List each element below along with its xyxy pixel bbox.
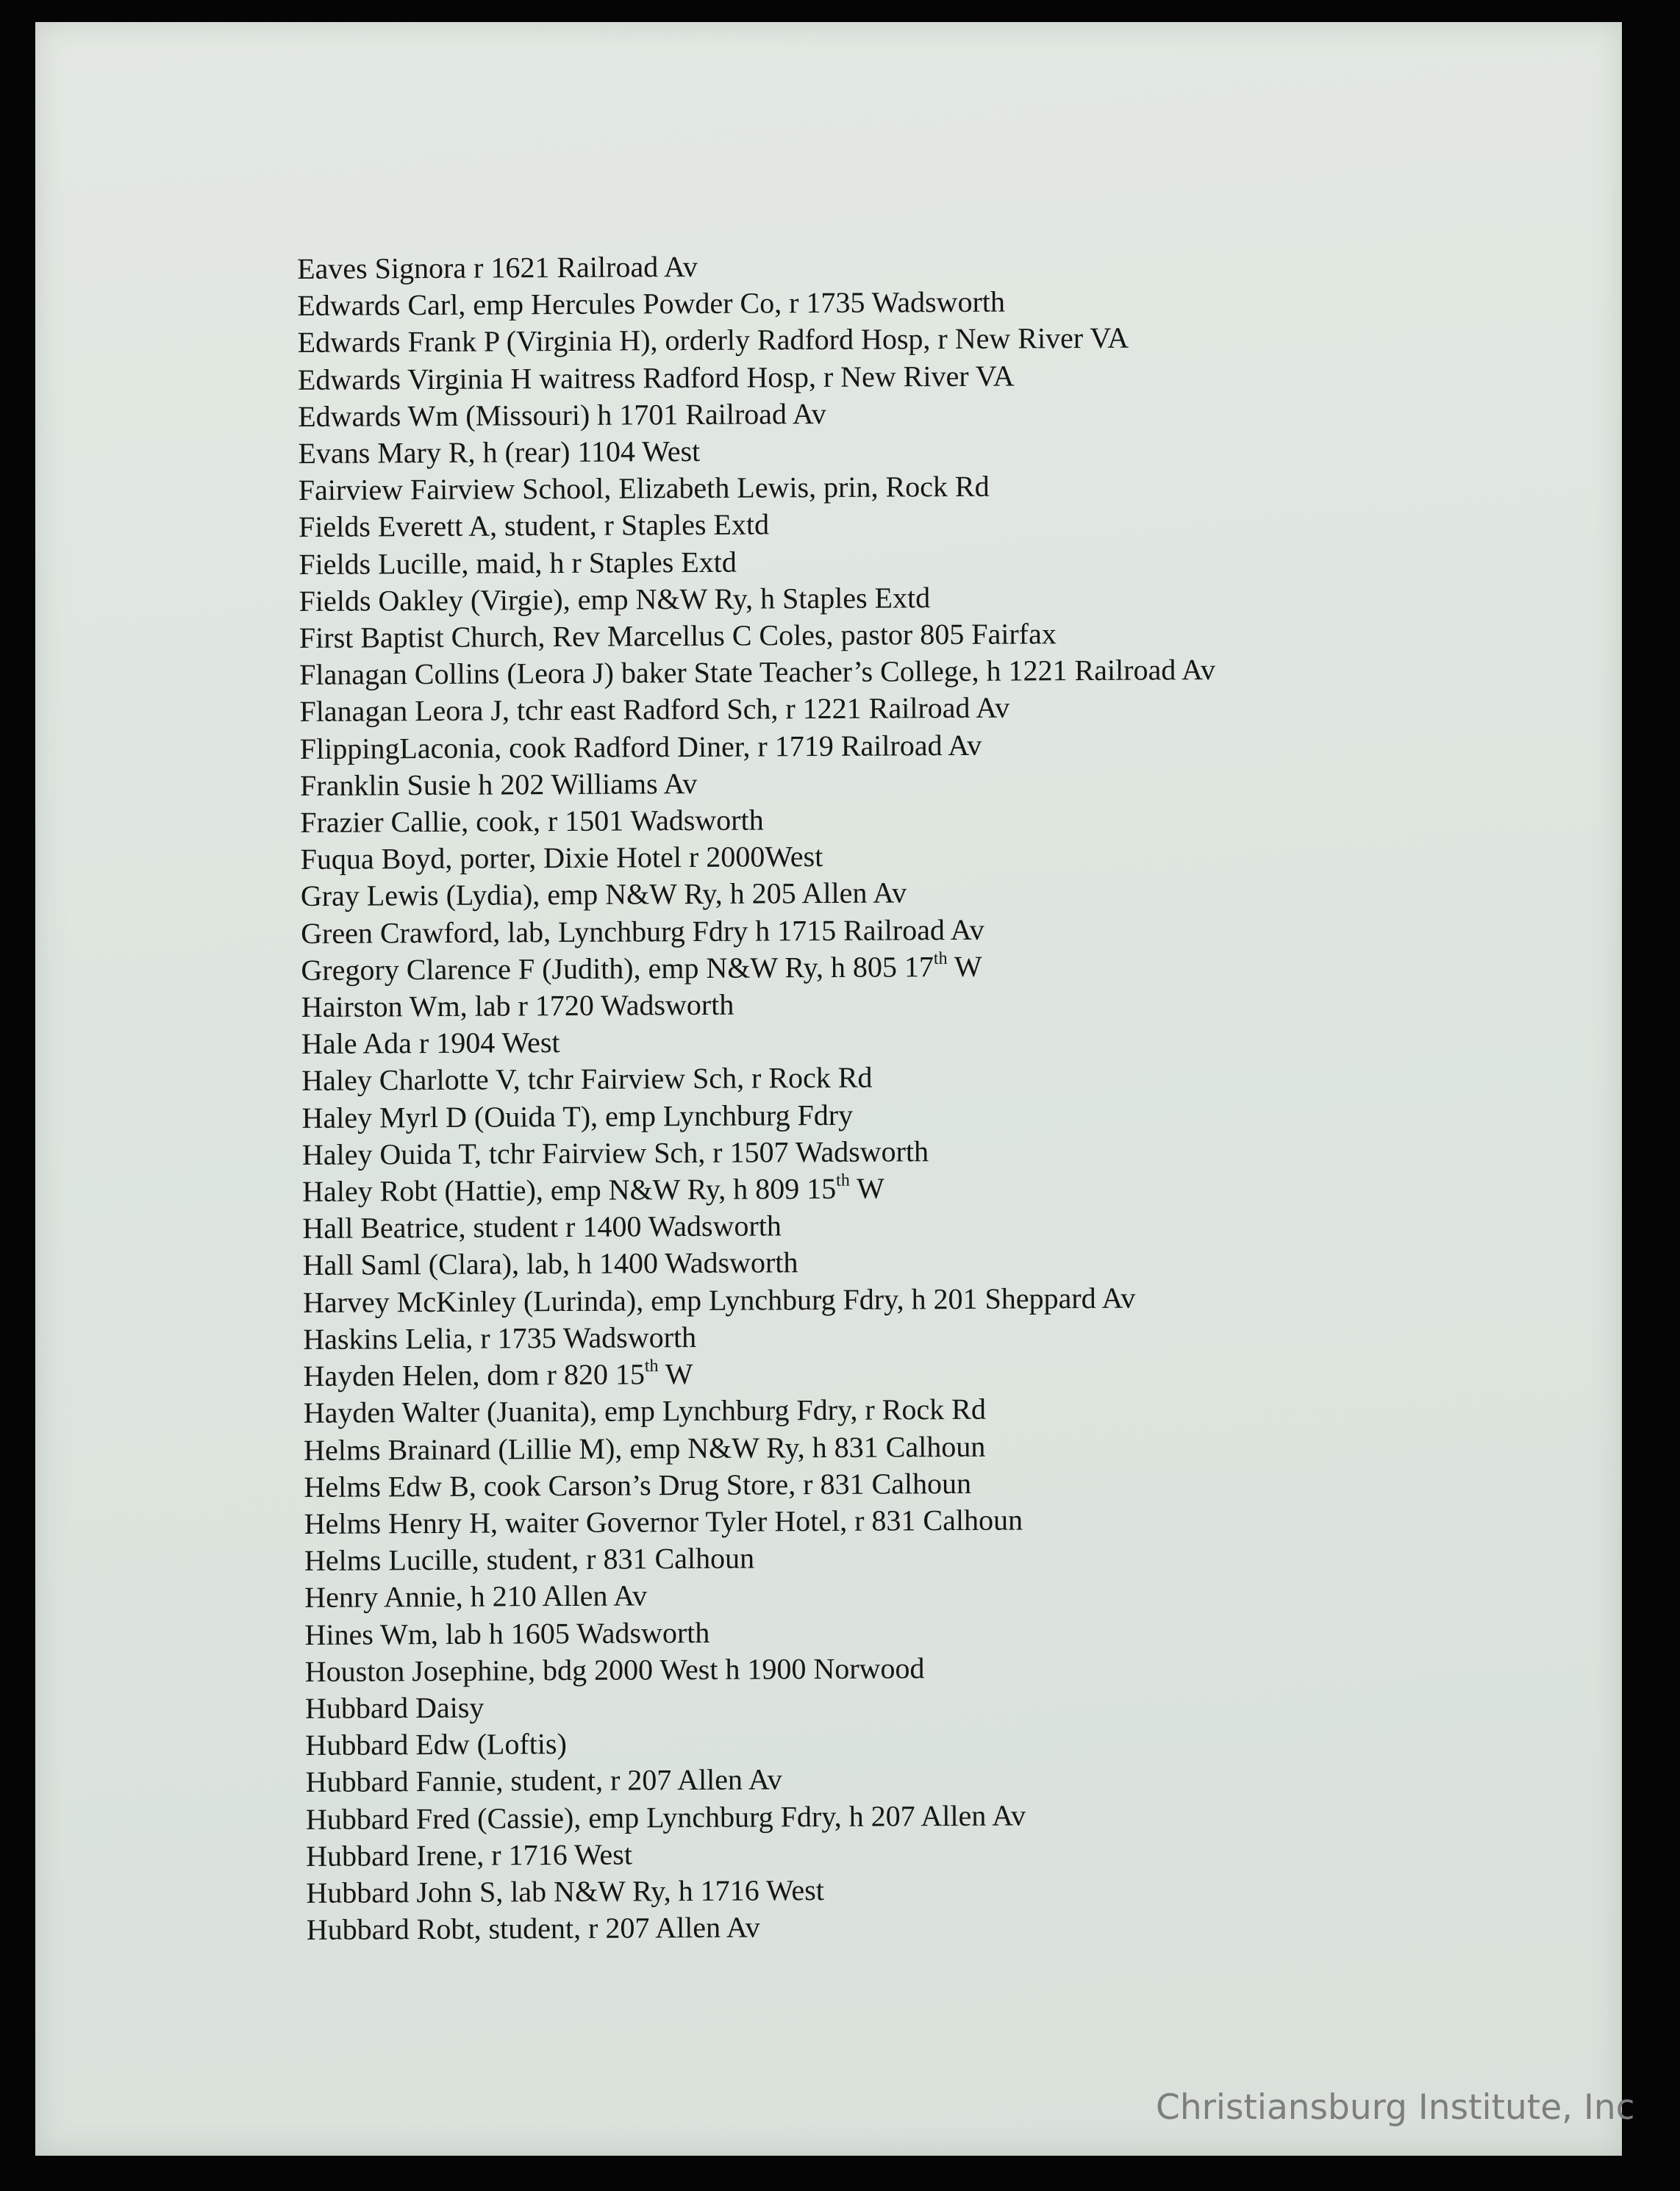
directory-entry: Edwards Wm (Missouri) h 1701 Railroad Av (298, 396, 826, 433)
directory-entry: Helms Edw B, cook Carson’s Drug Store, r 831 Calhoun (304, 1466, 972, 1504)
directory-entry: Hubbard Fred (Cassie), emp Lynchburg Fdry, h 207 Allen Av (305, 1798, 1026, 1836)
directory-entry: Hall Saml (Clara), lab, h 1400 Wadsworth (302, 1245, 798, 1282)
directory-entry: Fairview Fairview School, Elizabeth Lewis, prin, Rock Rd (298, 469, 990, 507)
directory-entry: Haley Charlotte V, tchr Fairview Sch, r Rock Rd (301, 1061, 873, 1098)
directory-entry: Hubbard Fannie, student, r 207 Allen Av (305, 1762, 782, 1799)
ordinal-suffix: th (836, 1170, 850, 1190)
directory-entry: First Baptist Church, Rev Marcellus C Coles, pastor 805 Fairfax (299, 617, 1057, 655)
directory-entry: Hubbard Robt, student, r 207 Allen Av (306, 1910, 760, 1947)
directory-entry-list (297, 243, 1615, 1948)
directory-entry: Flanagan Leora J, tchr east Radford Sch, r 1221 Railroad Av (299, 691, 1010, 729)
entry-text-tail: W (849, 1171, 885, 1205)
directory-entry: Houston Josephine, bdg 2000 West h 1900 Norwood (304, 1651, 925, 1688)
directory-entry: Edwards Frank P (Virginia H), orderly Radford Hosp, r New River VA (297, 321, 1129, 360)
directory-entry: Fuqua Boyd, porter, Dixie Hotel r 2000West (300, 840, 823, 876)
directory-entry: Helms Brainard (Lillie M), emp N&W Ry, h 831 Calhoun (303, 1429, 986, 1467)
directory-entry: FlippingLaconia, cook Radford Diner, r 1719 Railroad Av (299, 728, 982, 765)
directory-entry: Helms Henry H, waiter Governor Tyler Hotel, r 831 Calhoun (304, 1503, 1023, 1540)
directory-entry: Eaves Signora r 1621 Railroad Av (297, 249, 698, 285)
directory-entry: Hubbard John S, lab N&W Ry, h 1716 West (306, 1873, 825, 1909)
directory-entry: Hubbard Irene, r 1716 West (306, 1837, 633, 1873)
directory-entry: Edwards Virginia H waitress Radford Hosp, r New River VA (297, 359, 1015, 396)
directory-entry: Hubbard Edw (Loftis) (305, 1727, 567, 1762)
directory-entry: Haley Myrl D (Ouida T), emp Lynchburg Fdry (301, 1098, 854, 1134)
ordinal-suffix: th (933, 948, 948, 968)
directory-entry: Green Crawford, lab, Lynchburg Fdry h 1715 Railroad Av (301, 912, 984, 950)
directory-entry: Hayden Walter (Juanita), emp Lynchburg Fdry, r Rock Rd (303, 1393, 987, 1430)
entry-text-tail: W (658, 1357, 693, 1391)
directory-entry: Hall Beatrice, student r 1400 Wadsworth (302, 1209, 782, 1245)
directory-entry: Hairston Wm, lab r 1720 Wadsworth (301, 987, 734, 1024)
directory-entry: Harvey McKinley (Lurinda), emp Lynchburg Fdry, h 201 Sheppard Av (302, 1281, 1136, 1319)
directory-entry: Hines Wm, lab h 1605 Wadsworth (304, 1615, 710, 1651)
directory-entry: Fields Oakley (Virgie), emp N&W Ry, h Staples Extd (299, 581, 931, 618)
directory-entry: Flanagan Collins (Leora J) baker State Teacher’s College, h 1221 Railroad Av (299, 653, 1216, 692)
directory-entry: Haley Ouida T, tchr Fairview Sch, r 1507 Wadsworth (301, 1134, 929, 1171)
directory-entry: Hubbard Daisy (304, 1690, 485, 1725)
directory-entry: Fields Everett A, student, r Staples Extd (298, 507, 770, 544)
directory-entry: Helms Lucille, student, r 831 Calhoun (304, 1541, 755, 1578)
entry-text: Hayden Helen, dom r 820 15 (303, 1357, 646, 1393)
watermark: Christiansburg Institute, Inc (1156, 2087, 1635, 2128)
entry-text: Gregory Clarence F (Judith), emp N&W Ry, h 805 17 (301, 950, 934, 987)
directory-entry: Fields Lucille, maid, h r Staples Extd (299, 545, 737, 581)
directory-entry: Frazier Callie, cook, r 1501 Wadsworth (300, 803, 764, 840)
directory-entry: Evans Mary R, h (rear) 1104 West (298, 434, 701, 471)
entry-text-tail: W (947, 949, 982, 983)
directory-entry: Henry Annie, h 210 Allen Av (304, 1579, 648, 1615)
ordinal-suffix: th (644, 1357, 659, 1376)
directory-entry: Franklin Susie h 202 Williams Av (299, 766, 698, 802)
directory-entry: Gray Lewis (Lydia), emp N&W Ry, h 205 Allen Av (300, 876, 907, 913)
entry-text: Haley Robt (Hattie), emp N&W Ry, h 809 15 (302, 1172, 837, 1209)
directory-entry: Haskins Lelia, r 1735 Wadsworth (303, 1320, 697, 1356)
document-page (35, 22, 1635, 2156)
directory-entry: Hale Ada r 1904 West (301, 1026, 560, 1061)
directory-entry: Edwards Carl, emp Hercules Powder Co, r 1735 Wadsworth (297, 285, 1006, 323)
